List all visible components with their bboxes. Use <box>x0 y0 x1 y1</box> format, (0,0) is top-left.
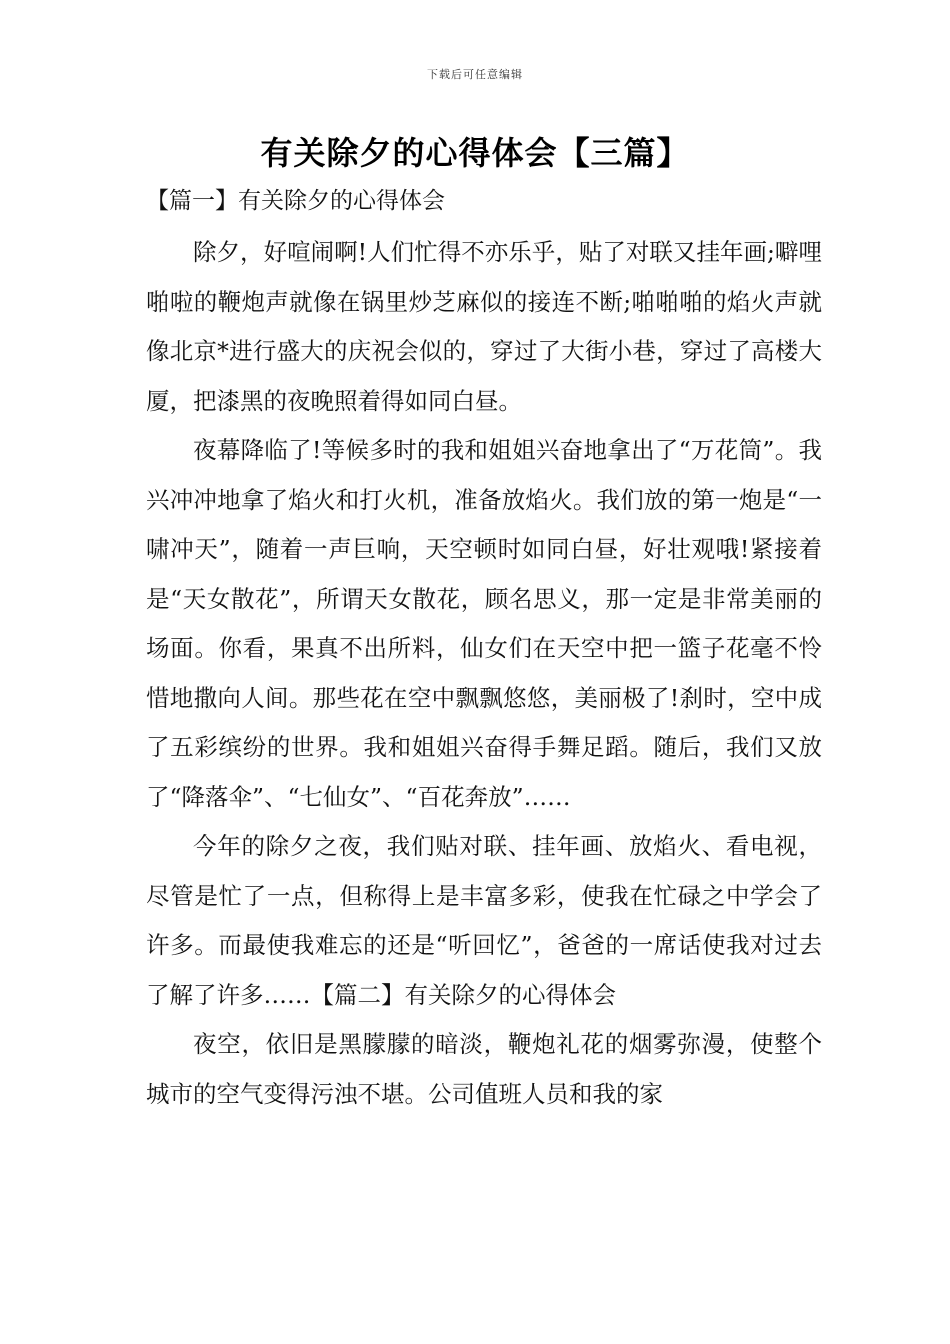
document-title: 有关除夕的心得体会【三篇】 <box>260 134 690 172</box>
paragraph-3: 今年的除夕之夜，我们贴对联、挂年画、放焰火、看电视，尽管是忙了一点，但称得上是丰富多彩，使我在忙碌之中学会了许多。而最使我难忘的还是“听回忆”，爸爸的一席话使我对过去了解了许多……【篇二】有关除夕的心得体会 <box>146 832 822 1009</box>
paragraph-1: 除夕，好喧闹啊!人们忙得不亦乐乎，贴了对联又挂年画;噼哩啪啦的鞭炮声就像在锅里炒芝麻似的接连不断;啪啪啪的焰火声就像北京*进行盛大的庆祝会似的，穿过了大街小巷，穿过了高楼大厦，把漆黑的夜晚照着得如同白昼。 <box>146 238 822 415</box>
header-note: 下载后可任意编辑 <box>427 68 523 81</box>
paragraph-4: 夜空，依旧是黑朦朦的暗淡，鞭炮礼花的烟雾弥漫，使整个城市的空气变得污浊不堪。公司值班人员和我的家 <box>146 1030 822 1108</box>
section-heading-1: 【篇一】有关除夕的心得体会 <box>146 188 445 214</box>
paragraph-2: 夜幕降临了!等候多时的我和姐姐兴奋地拿出了“万花筒”。我兴冲冲地拿了焰火和打火机，准备放焰火。我们放的第一炮是“一啸冲天”，随着一声巨响，天空顿时如同白昼，好壮观哦!紧接着是“天女散花”，所谓天女散花，顾名思义，那一定是非常美丽的场面。你看，果真不出所料，仙女们在天空中把一篮子花毫不怜惜地撒向人间。那些花在空中飘飘悠悠，美丽极了!刹时，空中成了五彩缤纷的世界。我和姐姐兴奋得手舞足蹈。随后，我们又放了“降落伞”、“七仙女”、“百花奔放”…… <box>146 436 822 811</box>
body-text <box>146 228 822 1119</box>
